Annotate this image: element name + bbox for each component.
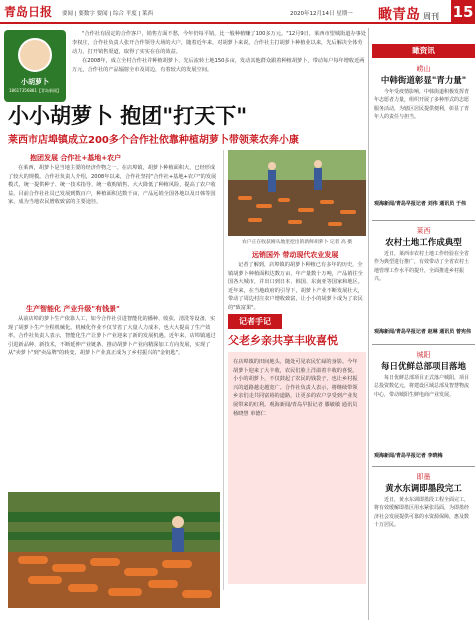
page-number: 15 xyxy=(451,0,475,24)
news-item-source: 观海新闻/青岛早报记者 刘伟 通讯员 于伟 xyxy=(374,201,467,207)
column-divider xyxy=(223,150,224,590)
reporter-notes-label: 记者手记 xyxy=(228,314,282,329)
page-title-sub: 周刊 xyxy=(423,12,439,21)
page-header xyxy=(0,0,475,24)
news-item-title: 黄水东调即墨段完工 xyxy=(385,484,462,494)
section-body: 在莱西，胡萝卜是当地主要的经济作物之一。在店埠镇，胡萝卜种植面积大，已经形成了较大的规模。合作社负责人介绍，2008年以来，合作社坚持"合作社+基地+农户"的发展模式，统一提供种子、统一技术指导、统一收购销售，大大降低了种植风险，提高了农户收益。目前合作社社员已发展到数百户，种植面积达数千亩，产品远销全国各地以及日韩等国家，成为当地农民增收致富的主要途径。 xyxy=(8,165,217,206)
headline: 小小胡萝卜 抱团"打天下" xyxy=(8,104,248,128)
page-title xyxy=(378,4,439,24)
header-nav: 要闻 | 要数字 要闻 | 综合 平度 | 莱西 xyxy=(62,11,154,17)
farm-photo xyxy=(228,150,366,236)
news-item-body: 近日，黄水东调即墨段工程全面完工，将有效缓解即墨区用水紧张局面，为即墨经济社会发展提供可靠的水资源保障，惠及数十万居民。 xyxy=(374,497,470,529)
news-item-place: 城阳 xyxy=(416,351,431,359)
intro-paragraph: "合作社有固定的合作客户，销售方面不愁，今年仍每平销，比一般种植赚了100多万元。"12月9日，莱西市望城街道办事处李权庄，合作社负责人张开合作领导大场的大户，随着近年来，对胡萝卜来说，合作社主打胡萝卜种植业以来，先后解决全体劳动力，打开销售渠道，取得了实实在在的效益。 xyxy=(72,31,366,55)
section-body: 从前店埠的萝卜生产依靠人工，如今合作社引进智能化的播种、收获、清洗等设备，实现了胡萝卜生产全程机械化。机械化作业不仅节省了大量人力成本，也大大提高了生产效率。合作社负责人表示，智能化生产让萝卜产业迎来了新的发展机遇。近年来，店埠镇通过引进新品种、新技术，不断延伸产业链条，推动胡萝卜产业向精深加工方向发展，实现了从"卖萝卜"到"卖品牌"的转变，胡萝卜产业真正成为了乡村振兴的"金钥匙"。 xyxy=(8,316,216,357)
news-item-title: 农村土地工作成典型 xyxy=(385,238,462,248)
newspaper-logo: 青岛日报 xyxy=(4,5,53,19)
issue-date: 2020年12月14日 星期一 xyxy=(290,11,353,17)
news-digest-header: 瞰资讯 xyxy=(372,44,475,58)
section-body: 记者了解到，店埠镇的胡萝卜种植已有多年的历史，全镇胡萝卜种植面积达数万亩，年产量数十万吨，产品销往全国各大城市，并出口到日本、韩国、东南亚等国家和地区。近年来，在当地政府的引导下，胡萝卜产业不断发展壮大，带动了周边村庄农户增收致富，让小小的胡萝卜成为了农民的"致富果"。 xyxy=(228,262,363,311)
reporter-banner xyxy=(4,30,66,102)
reporter-notes-title: 父老乡亲共享丰收喜悦 xyxy=(228,334,338,347)
news-item-body: 今年受疫情影响，中韩街道积极发挥青年志愿者力量，组织开展了多种形式的志愿服务活动，为辖区居民提供便利，彰显了青年人的责任与担当。 xyxy=(374,89,470,121)
news-item-title: 每日优鲜总部项目落地 xyxy=(380,362,466,372)
section-title: 生产智能化 产业升级"有钱景" xyxy=(26,305,120,313)
intro-text xyxy=(72,30,366,76)
subheadline: 莱西市店埠镇成立200多个合作社依靠种植胡萝卜带领莱农奔小康 xyxy=(8,135,299,146)
column-divider xyxy=(368,28,369,620)
section-title: 远销国外 带动现代农业发展 xyxy=(252,251,339,259)
news-item-body: 每日优鲜总部项目正式落户城阳，项目总投资数亿元，将建设区域总部及智慧物流中心，带动城阳生鲜电商产业发展。 xyxy=(374,375,470,398)
news-item-place: 崂山 xyxy=(416,65,431,73)
divider xyxy=(372,220,475,221)
carrot-pile-photo xyxy=(8,492,220,608)
banner-subtitle: 18617356881【青岛新闻】 xyxy=(9,88,61,93)
reporter-notes-body: 在店埠镇的田间地头，随处可见农民忙碌的身影。今年胡萝卜迎来了大丰收，农民们脸上洋溢着丰收的喜悦。小小的胡萝卜，不仅鼓起了农民的钱袋子，也让乡村振兴的道路越走越宽广。合作社负责人表示，将继续带领乡亲们走共同富裕的道路，让更多的农户享受到产业发展带来的红利。观海新闻/青岛早报记者 滕敏敏 通讯员 杨晓慧 单德仁 xyxy=(228,352,366,584)
intro-paragraph: 在2008年，成立全村合作社并种植胡萝卜，先后流转土地150多亩，发动其他群众跟着种植胡萝卜，带动每户每年增收近两万元，合作社的产品辐射全市及周边，有着较大的发展空间。 xyxy=(72,58,365,74)
news-item-body: 近日，莱西市农村土地工作经验在全省作为典型进行推广，有效带动了全省农村土地管理工作水平的提升，全面推进乡村振兴。 xyxy=(374,251,470,283)
section-title: 抱团发展 合作社+基地+农户 xyxy=(30,154,122,162)
news-item-source: 观海新闻/青岛早报记者 李晓梅 xyxy=(374,453,443,459)
news-item-title: 中韩街道彰显"青力量" xyxy=(380,76,467,86)
divider xyxy=(372,466,475,467)
photo-caption: 农户正在收获刚从地里挖出的新鲜胡萝卜 记者 高 摄 xyxy=(242,240,353,245)
avatar xyxy=(18,38,52,72)
page-title-main: 瞰青岛 xyxy=(378,7,420,23)
banner-title: 小胡萝卜 xyxy=(21,78,49,86)
divider xyxy=(372,344,475,345)
news-item-place: 即墨 xyxy=(416,473,431,481)
news-item-source: 观海新闻/青岛早报记者 赵琳 通讯员 曾宪伟 xyxy=(374,329,472,335)
news-item-place: 莱西 xyxy=(416,227,431,235)
